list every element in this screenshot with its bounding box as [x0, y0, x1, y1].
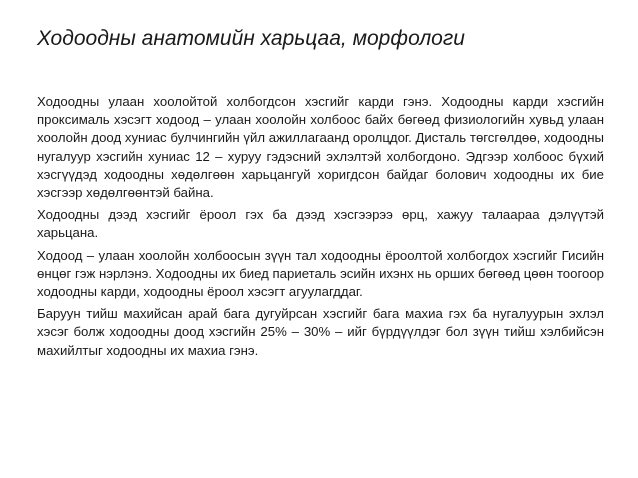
paragraph-fundus: Ходоодны дээд хэсгийг ёроол гэх ба дээд хэсгээрээ өрц, хажуу талаараа дэлүүтэй харьцана.: [37, 207, 604, 241]
paragraph-cardia: Ходоодны улаан хоолойтой холбогдсон хэсгийг карди гэнэ. Ходоодны карди хэсгийн проксималь хэсэгт ходоод – улаан хоолойн холбоос байх бөгөөд физиологийн хувьд улаан хоолойн доод хуниас булчингийн үйл ажиллагаанд оролцдог. Дисталь төгсгөлдөө, ходоодны нугалуур хэсгийн хуниас 12 – хуруу гэдэсний эхлэлтэй холбогдоно. Эдгээр холбоос бүхий хэсгүүдэд ходоодны хөдөлгөөн харьцангуй хоригдсон байдаг болович ходоодны их бие хэсгээр хөдөлгөөнтэй байна.: [37, 94, 604, 201]
slide-body: [37, 93, 604, 364]
paragraph-angle-of-his: Ходоод – улаан хоолойн холбоосын зүүн тал ходоодны ёроолтой холбогдох хэсгийг Гисийн өнцөг гэж нэрлэнэ. Ходоодны их биед париеталь эсийн ихэнх нь орших бөгөөд цөөн тоогоор ходоодны карди, ходоодны ёроол хэсэгт агуулагддаг.: [37, 247, 604, 300]
slide-title: Ходоодны анатомийн харьцаа, морфологи: [37, 27, 465, 50]
paragraph-curvatures: Баруун тийш махийсан арай бага дугуйрсан хэсгийг бага махиа гэх ба нугалуурын эхлэл хэсэг болж ходоодны доод хэсгийн 25% – 30% – ийг бүрдүүлдэг бол зүүн тийш хэлбийсэн махийлтыг ходоодны их махиа гэнэ.: [37, 306, 604, 358]
